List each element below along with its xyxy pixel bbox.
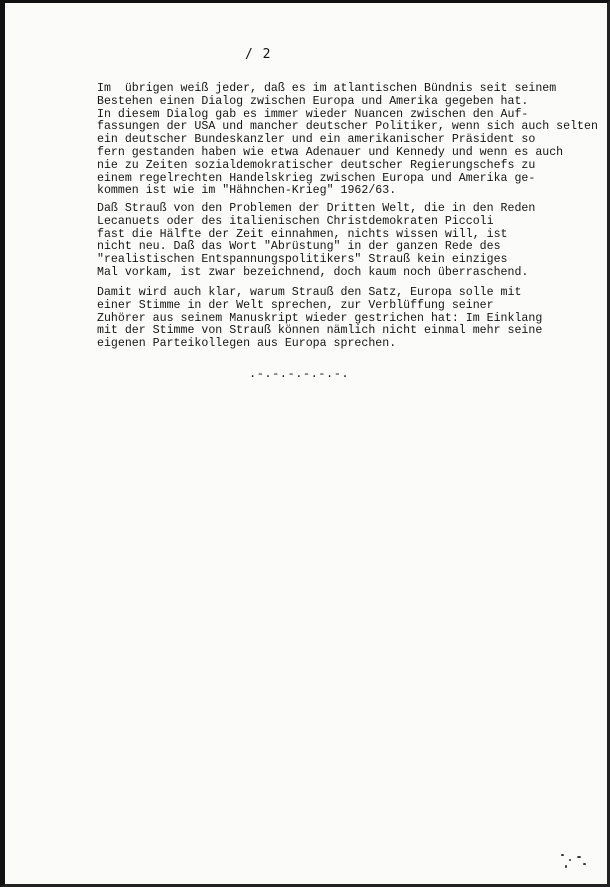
text-line: Daß Strauß von den Problemen der Dritten Welt, die in den Reden: [97, 202, 536, 215]
text-line: einem regelrechten Handelskrieg zwischen Europa und Amerika ge-: [97, 171, 536, 185]
scan-speck: [569, 859, 571, 861]
text-line: Lecanuets oder des italienischen Christdemokraten Piccoli: [97, 214, 494, 228]
paragraph-third-world: [97, 203, 557, 280]
paragraph-atlantic-dialog: [97, 82, 598, 198]
end-of-text-mark: .-.-.-.-.-.-.: [249, 367, 350, 381]
text-line: fast die Hälfte der Zeit einnahmen, nichts wissen will, ist: [97, 227, 508, 241]
text-line: Im übrigen weiß jeder, daß es im atlantischen Bündnis seit seinem: [97, 82, 557, 95]
text-line: mit der Stimme von Strauß können nämlich nicht einmal mehr seine: [97, 324, 543, 338]
text-line: eigenen Parteikollegen aus Europa sprechen.: [97, 337, 397, 351]
text-line: einer Stimme in der Welt sprechen, zur Verblüffung seiner: [97, 298, 494, 312]
text-line: nicht neu. Daß das Wort "Abrüstung" in der ganzen Rede des: [97, 240, 501, 254]
text-line: Zuhörer aus seinem Manuskript wieder gestrichen hat: Im Einklang: [97, 311, 543, 325]
scan-speck: [561, 854, 564, 856]
text-line: Damit wird auch klar, warum Strauß den Satz, Europa solle mit: [97, 286, 522, 299]
text-line: Bestehen einen Dialog zwischen Europa und Amerika gegeben hat.: [97, 94, 529, 108]
paragraph-one-voice: [97, 287, 557, 351]
text-line: fern gestanden haben wie etwa Adenauer und Kennedy und wenn es auch: [97, 145, 564, 159]
scan-speck: [583, 863, 586, 865]
text-line: fassungen der USA und mancher deutscher Politiker, wenn sich auch selten: [97, 120, 598, 134]
text-line: In diesem Dialog gab es immer wieder Nuancen zwischen den Auf-: [97, 107, 529, 121]
text-line: nie zu Zeiten sozialdemokratischer deutscher Regierungschefs zu: [97, 158, 536, 172]
text-line: kommen ist wie im "Hähnchen-Krieg" 1962/63.: [97, 184, 397, 198]
text-line: "realistischen Entspannungspolitikers" Strauß kein einziges: [97, 253, 508, 267]
text-line: Mal vorkam, ist zwar bezeichnend, doch kaum noch überraschend.: [97, 265, 529, 279]
scan-speck: [577, 856, 581, 858]
scan-speck: [565, 865, 567, 868]
text-line: ein deutscher Bundeskanzler und ein amerikanischer Präsident so: [97, 133, 536, 147]
page-number: / 2: [245, 47, 272, 62]
